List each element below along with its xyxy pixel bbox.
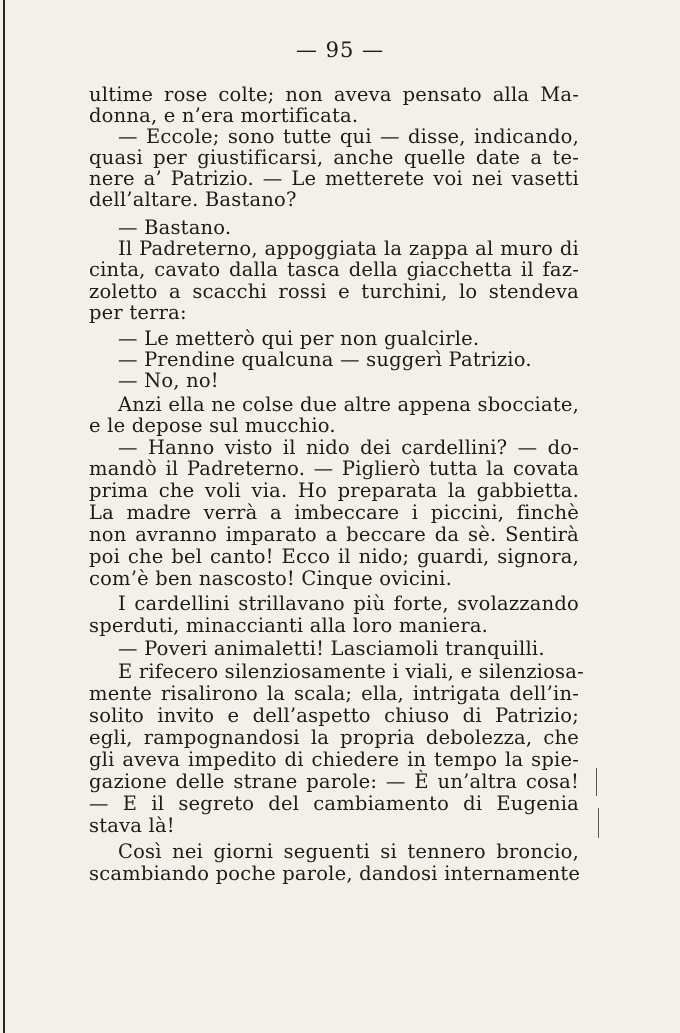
- text-line: gli aveva impedito di chiedere in tempo la spie-: [89, 748, 579, 771]
- text-line: — Hanno visto il nido dei cardellini? — do-: [118, 436, 579, 459]
- text-line: gazione delle strane parole: — È un’altra cosa!: [89, 770, 579, 793]
- text-line: quasi per giustificarsi, anche quelle date a te-: [89, 146, 579, 169]
- text-line: per terra:: [89, 301, 187, 324]
- text-line: — Prendine qualcuna — suggerì Patrizio.: [118, 348, 532, 371]
- text-line: stava là!: [89, 814, 175, 837]
- text-line: scambiando poche parole, dandosi internamente: [89, 862, 581, 885]
- text-line: mandò il Padreterno. — Piglierò tutta la covata: [89, 457, 579, 480]
- text-line: Così nei giorni seguenti si tennero broncio,: [118, 840, 579, 863]
- text-line: prima che voli via. Ho preparata la gabbietta.: [89, 479, 579, 502]
- text-line: cinta, cavato dalla tasca della giacchetta il faz-: [89, 258, 579, 281]
- text-line: — Eccole; sono tutte qui — disse, indicando,: [118, 125, 579, 148]
- text-line: La madre verrà a imbeccare i piccini, finchè: [89, 501, 579, 524]
- text-line: — Le metterò qui per non gualcirle.: [118, 327, 480, 350]
- text-line: E rifecero silenziosamente i viali, e silenziosa-: [118, 660, 584, 683]
- text-line: egli, rampognandosi la propria debolezza, che: [89, 726, 579, 749]
- text-line: nere a’ Patrizio. — Le metterete voi nei vasetti: [89, 167, 579, 190]
- text-line: I cardellini strillavano più forte, svolazzando: [118, 592, 579, 615]
- text-line: — Poveri animaletti! Lasciamoli tranquilli.: [118, 637, 545, 660]
- margin-pencil-mark: [596, 768, 597, 796]
- text-line: — Bastano.: [118, 216, 232, 239]
- text-line: non avranno imparato a beccare da sè. Sentirà: [89, 523, 579, 546]
- text-line: com’è ben nascosto! Cinque ovicini.: [89, 567, 452, 590]
- page-number: — 95 —: [295, 38, 385, 62]
- text-line: — No, no!: [118, 369, 219, 392]
- page-edge-shadow: [3, 0, 5, 1033]
- text-line: donna, e n’era mortificata.: [89, 104, 359, 127]
- text-line: zoletto a scacchi rossi e turchini, lo stendeva: [89, 280, 579, 303]
- text-line: sperduti, minaccianti alla loro maniera.: [89, 614, 489, 637]
- text-line: dell’altare. Bastano?: [89, 188, 297, 211]
- text-line: e le depose sul mucchio.: [89, 414, 336, 437]
- text-line: Il Padreterno, appoggiata la zappa al muro di: [118, 237, 579, 260]
- text-line: mente risalirono la scala; ella, intrigata dell’in-: [89, 682, 579, 705]
- text-line: — E il segreto del cambiamento di Eugenia: [89, 792, 579, 815]
- margin-pencil-mark: [598, 808, 599, 838]
- text-line: Anzi ella ne colse due altre appena sbocciate,: [118, 393, 579, 416]
- text-line: poi che bel canto! Ecco il nido; guardi, signora,: [89, 545, 579, 568]
- text-line: ultime rose colte; non aveva pensato alla Ma-: [89, 83, 579, 106]
- text-line: solito invito e dell’aspetto chiuso di Patrizio;: [89, 704, 579, 727]
